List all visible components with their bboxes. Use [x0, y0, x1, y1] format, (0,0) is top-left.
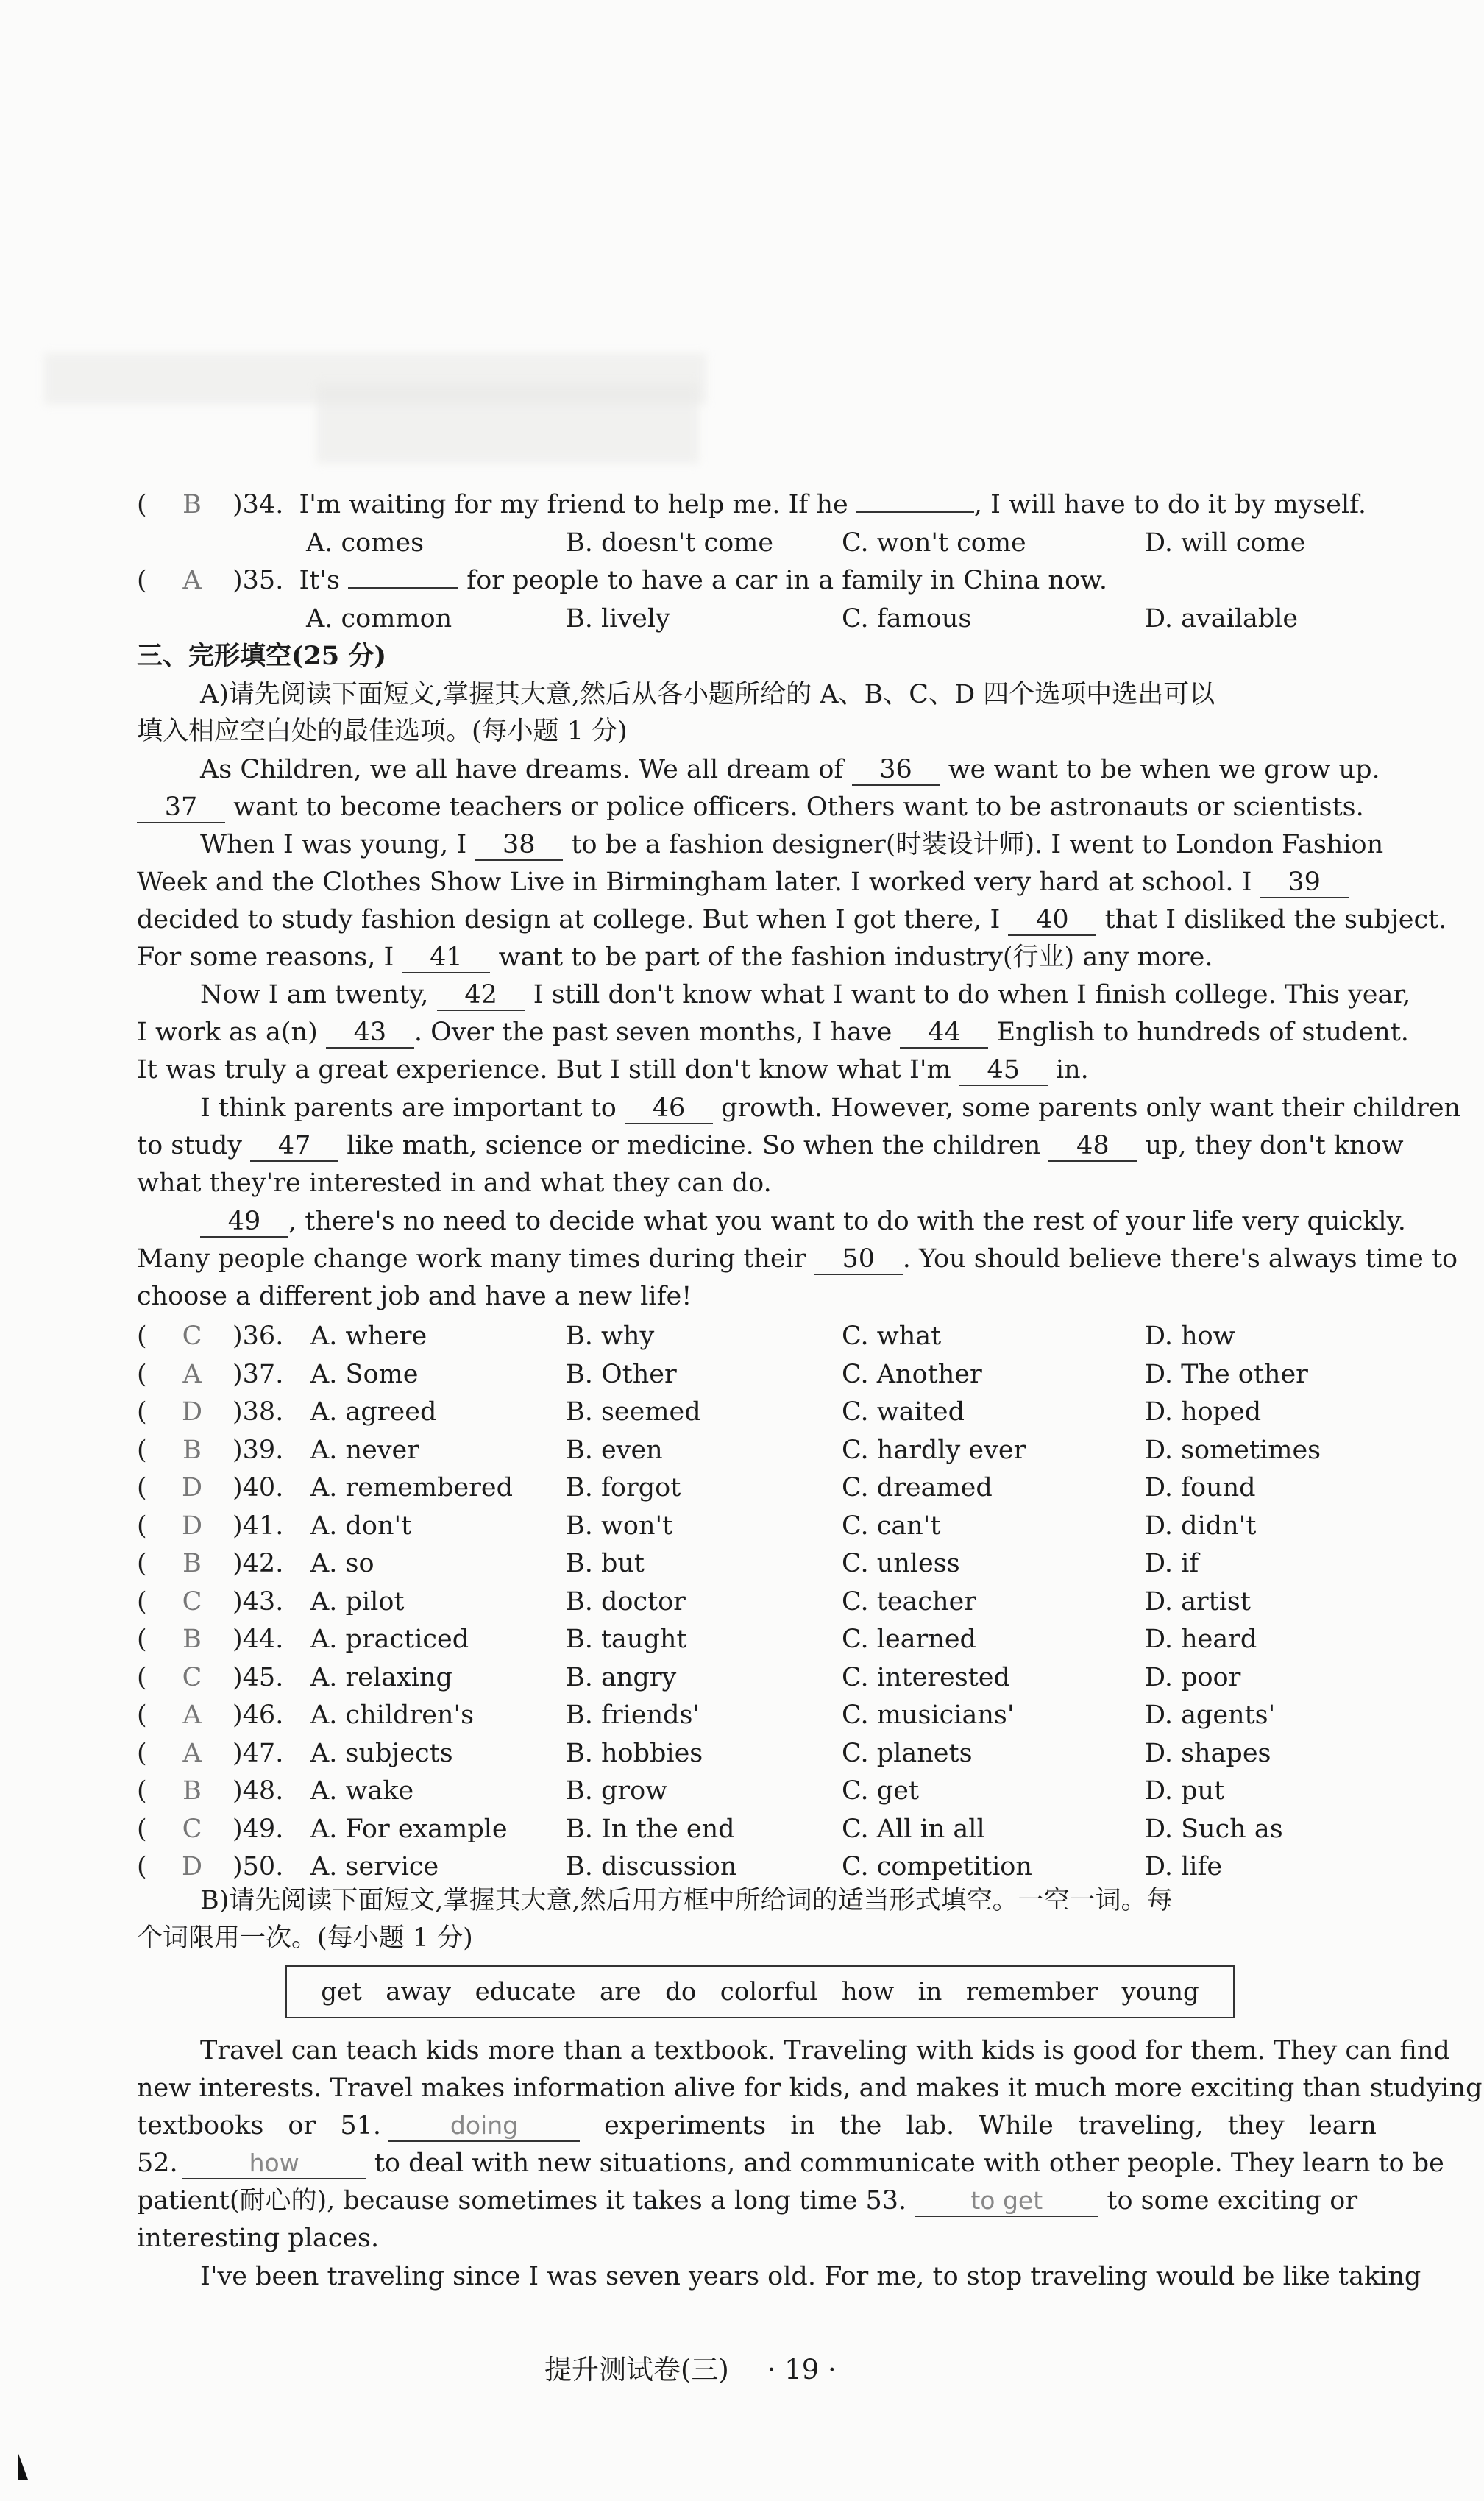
- word-bank-item: how: [841, 1977, 895, 2007]
- blank-45: 45: [959, 1055, 1048, 1086]
- question-row: [137, 1659, 1377, 1697]
- option-c: C. musicians': [842, 1700, 1015, 1730]
- answer-mark: A: [182, 566, 202, 595]
- option-a: A. practiced: [310, 1625, 469, 1654]
- question-row: [137, 1734, 1377, 1773]
- option-a: A. pilot: [310, 1586, 405, 1617]
- option-b: B. angry: [566, 1662, 677, 1692]
- question-row: [137, 1431, 1377, 1469]
- blank-39: 39: [1260, 868, 1349, 898]
- blank-42: 42: [437, 980, 525, 1011]
- question-text: I'm waiting for my friend to help me. If he: [299, 490, 848, 519]
- scan-smudge: [316, 383, 699, 464]
- option-b: B. hobbies: [566, 1738, 703, 1768]
- option-c: C. get: [842, 1776, 919, 1806]
- option-c: C. what: [842, 1322, 942, 1351]
- answer-mark: B: [182, 490, 202, 519]
- option-b: B. won't: [566, 1511, 673, 1541]
- question-34: [137, 486, 1377, 524]
- passage-a-line: It was truly a great experience. But I still don't know what I'm 45 in.: [137, 1055, 1089, 1085]
- answer-mark: C: [182, 1322, 202, 1351]
- question-number: )50.: [232, 1852, 284, 1881]
- option-a: A. wake: [310, 1776, 414, 1806]
- option-c: C. Another: [842, 1359, 982, 1389]
- paren-open: (: [137, 1473, 147, 1503]
- question-number: )45.: [232, 1662, 284, 1692]
- option-a: A. common: [306, 604, 452, 634]
- option-a: A. service: [310, 1852, 439, 1881]
- option-c: C. waited: [842, 1397, 965, 1427]
- word-bank-item: young: [1121, 1977, 1199, 2007]
- question-number: )39.: [232, 1435, 284, 1465]
- question-row: [137, 1583, 1377, 1621]
- answer-mark: B: [182, 1776, 202, 1806]
- option-d: D. hoped: [1145, 1397, 1262, 1427]
- blank-38: 38: [475, 830, 563, 861]
- option-a: A. children's: [310, 1700, 475, 1730]
- option-b: B. Other: [566, 1359, 677, 1389]
- paren-open: (: [137, 1511, 147, 1541]
- question-row: [137, 1317, 1377, 1355]
- option-d: D. life: [1145, 1852, 1223, 1881]
- option-c: C. planets: [842, 1738, 973, 1768]
- question-number: )49.: [232, 1814, 284, 1844]
- option-c: C. hardly ever: [842, 1435, 1026, 1465]
- paren-open: (: [137, 1852, 147, 1881]
- word-bank-item: get: [321, 1977, 362, 2007]
- passage-a-line: choose a different job and have a new life!: [137, 1282, 692, 1311]
- question-row: [137, 1772, 1377, 1810]
- option-d: D. how: [1145, 1322, 1235, 1351]
- option-d: D. shapes: [1145, 1738, 1271, 1768]
- answer-blank: [856, 511, 974, 513]
- option-c: C. dreamed: [842, 1473, 993, 1503]
- option-a: A. don't: [310, 1511, 412, 1541]
- paren-open: (: [137, 1814, 147, 1844]
- question-number: )43.: [232, 1586, 284, 1617]
- question-number: )36.: [232, 1322, 284, 1351]
- passage-a-line: decided to study fashion design at college. But when I got there, I 40 that I disliked the subject.: [137, 905, 1447, 934]
- paren-open: (: [137, 490, 147, 519]
- word-bank-item: away: [386, 1977, 452, 2007]
- question-row: [137, 1848, 1377, 1886]
- passage-b-line: Travel can teach kids more than a textbook. Traveling with kids is good for them. They can find: [200, 2036, 1450, 2065]
- page-footer: [544, 2351, 837, 2389]
- option-b: B. forgot: [566, 1473, 681, 1503]
- passage-a-line: Many people change work many times during their 50 . You should believe there's always time to: [137, 1244, 1458, 1274]
- part-b-instructions-cont: 个词限用一次。(每小题 1 分): [137, 1923, 473, 1953]
- option-d: D. didn't: [1145, 1511, 1257, 1541]
- paren-open: (: [137, 1625, 147, 1654]
- option-c: C. teacher: [842, 1586, 977, 1617]
- blank-36: 36: [852, 755, 940, 786]
- blank-48: 48: [1048, 1131, 1137, 1162]
- option-b: B. doctor: [566, 1586, 686, 1617]
- question-row: [137, 1355, 1377, 1394]
- option-a: A. relaxing: [310, 1662, 452, 1692]
- answer-mark: C: [182, 1662, 202, 1692]
- option-d: D. put: [1145, 1776, 1225, 1806]
- option-b: B. even: [566, 1435, 663, 1465]
- word-bank-item: remember: [965, 1977, 1098, 2007]
- question-text: for people to have a car in a family in China now.: [466, 566, 1107, 595]
- word-bank-item: are: [599, 1977, 642, 2007]
- passage-a-line: I think parents are important to 46 growth. However, some parents only want their children: [200, 1093, 1461, 1123]
- answer-mark: A: [182, 1359, 202, 1389]
- passage-b-line: new interests. Travel makes information alive for kids, and makes it much more exciting than studying: [137, 2073, 1483, 2103]
- section-heading: 三、完形填空(25 分): [137, 641, 387, 671]
- blank-41: 41: [402, 943, 490, 973]
- question-35-options: [137, 600, 1377, 638]
- answer-52: how: [182, 2149, 366, 2179]
- option-d: D. Such as: [1145, 1814, 1283, 1844]
- passage-a-line: I work as a(n) 43 . Over the past seven months, I have 44 English to hundreds of student.: [137, 1018, 1409, 1047]
- paren-open: (: [137, 1435, 147, 1465]
- answer-mark: A: [182, 1700, 202, 1730]
- passage-b-line: I've been traveling since I was seven years old. For me, to stop traveling would be like taking: [200, 2262, 1421, 2291]
- answer-mark: D: [181, 1397, 203, 1427]
- paren-open: (: [137, 1776, 147, 1806]
- question-number: )35. It's for people to have a car in a family in China now.: [232, 566, 1107, 595]
- word-bank-item: do: [665, 1977, 697, 2007]
- paren-open: (: [137, 1322, 147, 1351]
- option-a: A. subjects: [310, 1738, 453, 1768]
- answer-mark: C: [182, 1814, 202, 1844]
- blank-46: 46: [625, 1093, 713, 1124]
- question-number: )38.: [232, 1397, 284, 1427]
- question-row: [137, 1810, 1377, 1848]
- passage-a-line: what they're interested in and what they can do.: [137, 1168, 772, 1198]
- option-a: A. never: [310, 1435, 419, 1465]
- option-d: D. sometimes: [1145, 1435, 1321, 1465]
- paren-open: (: [137, 1738, 147, 1768]
- answer-mark: B: [182, 1625, 202, 1654]
- passage-a-line: When I was young, I 38 to be a fashion designer(时装设计师). I went to London Fashion: [200, 830, 1384, 859]
- question-number: )40.: [232, 1473, 284, 1503]
- option-a: A. agreed: [310, 1397, 437, 1427]
- option-a: A. For example: [310, 1814, 508, 1844]
- question-number: )34. I'm waiting for my friend to help me. If he , I will have to do it by myself.: [232, 490, 1367, 519]
- question-number: )37.: [232, 1359, 284, 1389]
- option-a: A. remembered: [310, 1473, 514, 1503]
- part-b-instructions: B)请先阅读下面短文,掌握其大意,然后用方框中所给词的适当形式填空。一空一词。每: [200, 1886, 1173, 1915]
- option-c: C. interested: [842, 1662, 1010, 1692]
- option-c: C. unless: [842, 1549, 960, 1578]
- answer-51: doing: [388, 2111, 580, 2142]
- option-d: D. The other: [1145, 1359, 1308, 1389]
- answer-mark: D: [181, 1852, 203, 1881]
- question-row: [137, 1696, 1377, 1734]
- passage-a-line: Week and the Clothes Show Live in Birmingham later. I worked very hard at school. I 39: [137, 863, 1377, 901]
- option-b: B. why: [566, 1322, 655, 1351]
- part-a-instructions: A)请先阅读下面短文,掌握其大意,然后从各小题所给的 A、B、C、D 四个选项中选出可以: [200, 680, 1215, 709]
- passage-a-line: 37 want to become teachers or police officers. Others want to be astronauts or scientists.: [137, 788, 1377, 826]
- question-number: )48.: [232, 1776, 284, 1806]
- blank-50: 50: [814, 1244, 903, 1275]
- passage-b-line: interesting places.: [137, 2224, 380, 2253]
- option-d: D. will come: [1145, 528, 1306, 558]
- question-row: [137, 1620, 1377, 1659]
- answer-mark: B: [182, 1549, 202, 1578]
- option-d: D. poor: [1145, 1662, 1241, 1692]
- passage-a-line: to study 47 like math, science or medicine. So when the children 48 up, they don't know: [137, 1131, 1404, 1160]
- option-b: B. friends': [566, 1700, 700, 1730]
- option-d: D. if: [1145, 1549, 1199, 1578]
- option-c: C. competition: [842, 1852, 1032, 1881]
- paren-open: (: [137, 1700, 147, 1730]
- question-text: It's: [299, 566, 340, 595]
- answer-mark: A: [182, 1738, 202, 1768]
- question-row: [137, 1544, 1377, 1583]
- word-bank: [285, 1965, 1235, 2018]
- question-row: [137, 1393, 1377, 1431]
- passage-b-line: textbooks or 51. doing experiments in the lab. While traveling, they learn: [137, 2111, 1377, 2140]
- blank-37: 37: [137, 792, 225, 823]
- passage-a-line: For some reasons, I 41 want to be part of the fashion industry(行业) any more.: [137, 943, 1213, 972]
- question-number: )42.: [232, 1549, 284, 1578]
- option-a: A. Some: [310, 1359, 419, 1389]
- option-d: D. heard: [1145, 1625, 1257, 1654]
- paren-open: (: [137, 1586, 147, 1617]
- question-35: [137, 561, 1377, 600]
- answer-mark: D: [181, 1511, 203, 1541]
- passage-a-line: 49 , there's no need to decide what you want to do with the rest of your life very quickly.: [137, 1202, 1377, 1241]
- option-b: B. lively: [566, 604, 670, 634]
- option-b: B. discussion: [566, 1852, 737, 1881]
- answer-blank: [348, 587, 458, 589]
- option-a: A. so: [310, 1549, 374, 1578]
- question-row: [137, 1469, 1377, 1507]
- option-d: D. found: [1145, 1473, 1256, 1503]
- blank-40: 40: [1008, 905, 1096, 936]
- question-number: )44.: [232, 1625, 284, 1654]
- answer-mark: B: [182, 1435, 202, 1465]
- paren-open: (: [137, 1549, 147, 1578]
- option-c: C. won't come: [842, 528, 1026, 558]
- option-d: D. artist: [1145, 1586, 1251, 1617]
- question-number: )41.: [232, 1511, 284, 1541]
- option-d: D. available: [1145, 604, 1299, 634]
- option-c: C. All in all: [842, 1814, 985, 1844]
- blank-49: 49: [200, 1207, 288, 1238]
- option-a: A. comes: [306, 528, 425, 558]
- question-number: )46.: [232, 1700, 284, 1730]
- question-row: [137, 1507, 1377, 1545]
- paren-open: (: [137, 1397, 147, 1427]
- footer-title: 提升测试卷(三): [544, 2354, 729, 2385]
- option-b: B. taught: [566, 1625, 687, 1654]
- option-d: D. agents': [1145, 1700, 1276, 1730]
- option-b: B. In the end: [566, 1814, 735, 1844]
- option-c: C. learned: [842, 1625, 976, 1654]
- passage-a-line: Now I am twenty, 42 I still don't know what I want to do when I finish college. This year,: [200, 980, 1411, 1010]
- option-a: A. where: [310, 1322, 427, 1351]
- part-a-instructions-cont: 填入相应空白处的最佳选项。(每小题 1 分): [137, 717, 628, 746]
- paren-open: (: [137, 1359, 147, 1389]
- scan-corner-mark: [18, 2452, 28, 2480]
- page-number: · 19 ·: [767, 2354, 837, 2385]
- blank-44: 44: [900, 1018, 988, 1049]
- passage-b-line: patient(耐心的), because sometimes it takes a long time 53. to get to some exciting or: [137, 2186, 1358, 2216]
- option-b: B. seemed: [566, 1397, 701, 1427]
- paren-open: (: [137, 1662, 147, 1692]
- option-b: B. but: [566, 1549, 645, 1578]
- question-text: , I will have to do it by myself.: [973, 490, 1367, 519]
- blank-47: 47: [250, 1131, 338, 1162]
- answer-53: to get: [915, 2186, 1098, 2217]
- question-number: )47.: [232, 1738, 284, 1768]
- answer-mark: C: [182, 1586, 202, 1617]
- passage-b-line: 52. how to deal with new situations, and communicate with other people. They learn to be: [137, 2149, 1444, 2178]
- option-c: C. can't: [842, 1511, 941, 1541]
- paren-open: (: [137, 566, 147, 595]
- answer-mark: D: [181, 1473, 203, 1503]
- option-c: C. famous: [842, 604, 972, 634]
- word-bank-item: educate: [475, 1977, 576, 2007]
- word-bank-item: in: [917, 1977, 942, 2007]
- option-b: B. doesn't come: [566, 528, 774, 558]
- passage-a-line: As Children, we all have dreams. We all dream of 36 we want to be when we grow up.: [200, 755, 1380, 784]
- blank-43: 43: [326, 1018, 414, 1049]
- word-bank-item: colorful: [720, 1977, 818, 2007]
- option-b: B. grow: [566, 1776, 668, 1806]
- question-34-options: [137, 524, 1377, 562]
